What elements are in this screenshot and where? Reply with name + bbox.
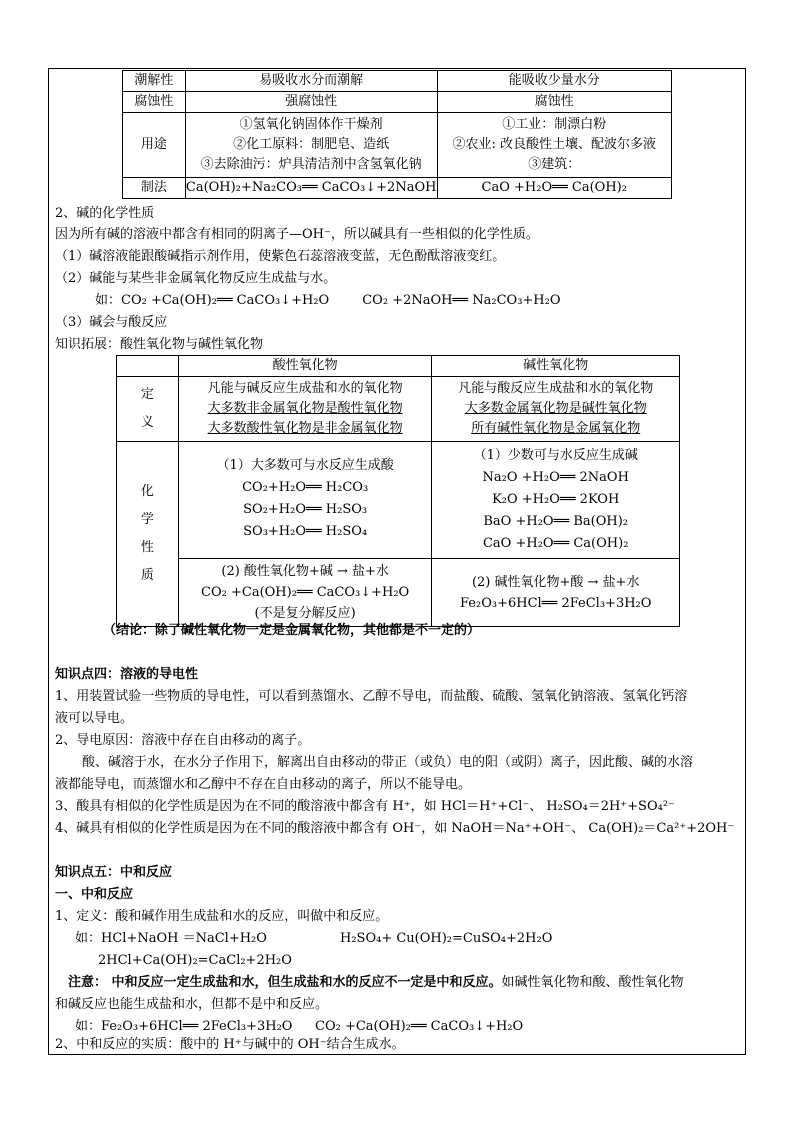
def-line: 凡能与碱反应生成盐和水的氧化物 (207, 381, 403, 396)
naoh-use-3: ③去除油污：炉具清洁剂中含氢氧化钠 (200, 157, 422, 172)
kp4-line: 2、导电原因：溶液中存在自由移动的离子。 (55, 733, 311, 748)
reaction-line: CO₂+H₂O══ H₂CO₃ (242, 480, 369, 495)
label-char: 学 (140, 512, 154, 527)
reaction-line: SO₂+H₂O══ H₂SO₃ (243, 502, 368, 517)
naoh-use-2: ②化工原料：制肥皂、造纸 (233, 137, 390, 152)
table-row (123, 113, 672, 178)
base-properties-table (122, 70, 672, 199)
table-row (117, 559, 680, 627)
caoh-use-2: ②农业: 改良酸性土壤、配波尔多液 (452, 137, 656, 152)
example-equations: 如：CO₂ +Ca(OH)₂══ CaCO₃↓+H₂O CO₂ +2NaOH══ Na₂CO₃+H₂O (95, 293, 561, 308)
naoh-cell: 强腐蚀性 (185, 92, 437, 113)
note-bold: 注意： 中和反应一定生成盐和水，但生成盐和水的反应不一定是中和反应。 (68, 975, 502, 990)
table-row (117, 442, 680, 559)
kp5-note-cont: 和碱反应也能生成盐和水，但都不是中和反应。 (55, 997, 329, 1012)
oxide-table (116, 355, 680, 627)
label-char: 质 (140, 568, 154, 583)
reaction-line: SO₃+H₂O══ H₂SO₄ (243, 524, 368, 539)
base-oxide-water (432, 442, 680, 559)
reaction-line: （1）少数可与水反应生成碱 (473, 448, 638, 463)
kp4-line: 4、碱具有相似的化学性质是因为在不同的酸溶液中都含有 OH⁻，如 NaOH＝Na⁺+OH⁻、 Ca(OH)₂＝Ca²⁺+2OH⁻ (55, 821, 735, 836)
caoh-cell: CaO +H₂O══ Ca(OH)₂ (437, 178, 672, 199)
reaction-line: (不是复分解反应) (254, 606, 356, 621)
definition-label (117, 377, 179, 442)
caoh-use-3: ③建筑： (528, 157, 581, 172)
def-line: 凡能与酸反应生成盐和水的氧化物 (458, 381, 654, 396)
row-label: 用途 (123, 113, 186, 178)
label-char: 化 (140, 484, 154, 499)
table-row (123, 178, 672, 199)
kp5-definition: 1、定义：酸和碱作用生成盐和水的反应，叫做中和反应。 (55, 909, 389, 924)
naoh-cell: Ca(OH)₂+Na₂CO₃══ CaCO₃↓+2NaOH (185, 178, 437, 199)
kp4-line: 3、酸具有相似的化学性质是因为在不同的酸溶液中都含有 H⁺，如 HCl＝H⁺+Cl⁻、 H₂SO₄＝2H⁺+SO₄²⁻ (55, 799, 675, 814)
row-label: 潮解性 (123, 71, 186, 92)
caoh-use-1: ①工业：制漂白粉 (502, 117, 607, 132)
reaction-line: BaO +H₂O══ Ba(OH)₂ (483, 514, 629, 529)
note-regular: 如碱性氧化物和酸、酸性氧化物 (501, 975, 684, 990)
property-1: （1）碱溶液能跟酸碱指示剂作用，使紫色石蕊溶液变蓝，无色酚酞溶液变红。 (55, 249, 506, 264)
kp5-note (68, 974, 684, 992)
caoh-cell: 腐蚀性 (437, 92, 672, 113)
header-acid-oxide: 酸性氧化物 (178, 356, 432, 377)
kp5-example: 如：HCl+NaOH ＝NaCl+H₂O (75, 931, 267, 946)
property-3: （3）碱会与酸反应 (55, 315, 168, 330)
naoh-use-1: ①氢氧化钠固体作干燥剂 (239, 117, 383, 132)
table-row (123, 71, 672, 92)
base-definition (432, 377, 680, 442)
reaction-line: （1）大多数可与水反应生成酸 (216, 458, 394, 473)
conclusion: （结论：除了碱性氧化物一定是金属氧化物，其他都是不一定的） (103, 623, 481, 638)
header-base-oxide: 碱性氧化物 (432, 356, 680, 377)
caoh-cell: 能吸收少量水分 (437, 71, 672, 92)
kp4-line: 液可以导电。 (55, 711, 134, 726)
base-oxide-acid (432, 559, 680, 627)
def-line: 大多数非金属氧化物是酸性氧化物 (207, 401, 403, 416)
kp5-example: 如：Fe₂O₃+6HCl══ 2FeCl₃+3H₂O (75, 1019, 293, 1034)
row-label: 腐蚀性 (123, 92, 186, 113)
kp5-title: 知识点五：中和反应 (55, 865, 173, 880)
acid-oxide-water (178, 442, 432, 559)
kp4-title: 知识点四：溶液的导电性 (55, 667, 199, 682)
caoh-cell (437, 113, 672, 178)
kp5-example: CO₂ +Ca(OH)₂══ CaCO₃↓+H₂O (315, 1019, 524, 1034)
kp5-example: H₂SO₄+ Cu(OH)₂=CuSO₄+2H₂O (340, 931, 553, 946)
kp5-essence: 2、中和反应的实质：酸中的 H⁺与碱中的 OH⁻结合生成水。 (55, 1037, 405, 1052)
reaction-line: CaO +H₂O══ Ca(OH)₂ (482, 536, 629, 551)
kp5-example: 2HCl+Ca(OH)₂=CaCl₂+2H₂O (98, 953, 292, 968)
chemical-property-label (117, 442, 179, 627)
def-line: 所有碱性氧化物是金属氧化物 (471, 421, 641, 436)
reaction-line: K₂O +H₂O══ 2KOH (492, 492, 620, 507)
kp4-line: 酸、碱溶于水，在水分子作用下，解离出自由移动的带正（或负）电的阳（或阴）离子，因此酸、碱的水溶 (82, 755, 694, 770)
extension-title: 知识拓展：酸性氧化物与碱性氧化物 (55, 337, 264, 352)
table-row (123, 92, 672, 113)
label-char: 定 (140, 387, 154, 402)
def-line: 大多数酸性氧化物是非金属氧化物 (207, 421, 403, 436)
naoh-cell: 易吸收水分而潮解 (185, 71, 437, 92)
table-row (117, 377, 680, 442)
reaction-line: (2) 酸性氧化物+碱 → 盐+水 (221, 564, 389, 579)
property-2: （2）碱能与某些非金属氧化物反应生成盐与水。 (55, 271, 337, 286)
intro-text: 因为所有碱的溶液中都含有相同的阴离子—OH⁻，所以碱具有一些相似的化学性质。 (55, 227, 539, 242)
section-title: 2、碱的化学性质 (55, 206, 155, 221)
label-char: 义 (140, 415, 154, 430)
kp4-line: 1、用装置试验一些物质的导电性，可以看到蒸馏水、乙醇不导电，而盐酸、硫酸、氢氧化钠溶液、氢氧化钙溶 (55, 689, 688, 704)
naoh-cell (185, 113, 437, 178)
reaction-line: Na₂O +H₂O══ 2NaOH (482, 470, 629, 485)
acid-definition (178, 377, 432, 442)
kp5-subtitle: 一、中和反应 (55, 887, 134, 902)
empty-header (117, 356, 179, 377)
kp4-line: 液都能导电，而蒸馏水和乙醇中不存在自由移动的离子，所以不能导电。 (55, 777, 472, 792)
table-row (117, 356, 680, 377)
reaction-line: Fe₂O₃+6HCl══ 2FeCl₃+3H₂O (459, 595, 652, 611)
acid-oxide-base (178, 559, 432, 627)
def-line: 大多数金属氧化物是碱性氧化物 (464, 401, 647, 416)
reaction-line: CO₂ +Ca(OH)₂══ CaCO₃↓+H₂O (201, 585, 410, 600)
reaction-line: (2) 碱性氧化物+酸 → 盐+水 (471, 574, 640, 590)
row-label: 制法 (123, 178, 186, 199)
label-char: 性 (140, 540, 154, 555)
